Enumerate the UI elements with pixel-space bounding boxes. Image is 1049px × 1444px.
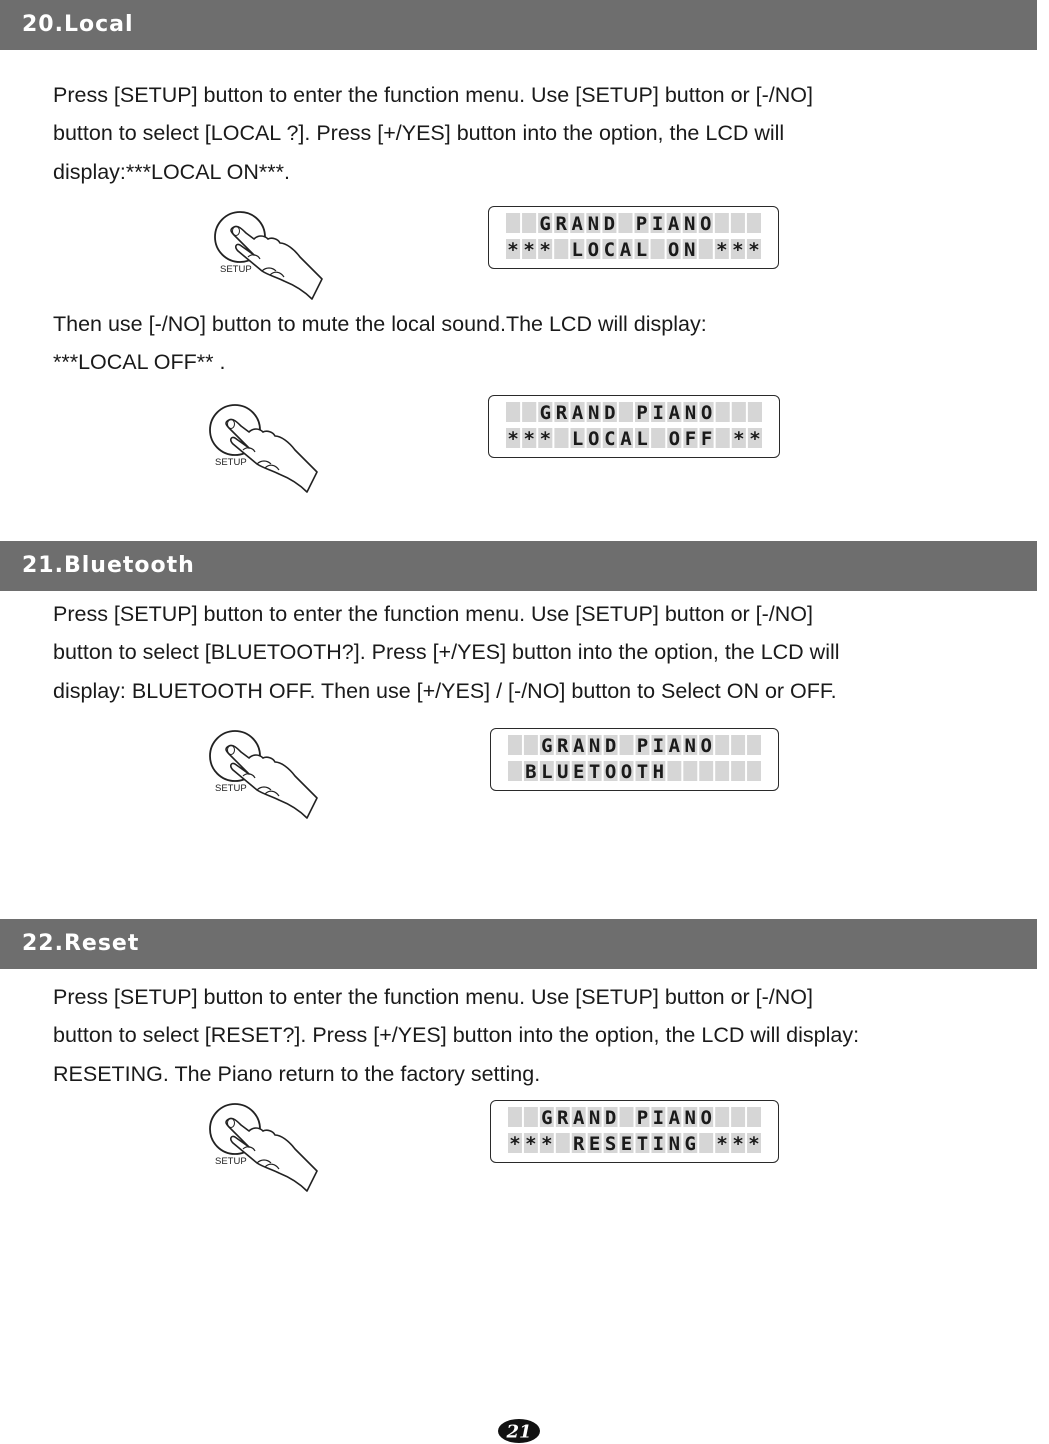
lcd-char: * [523, 239, 535, 261]
hand-icon [226, 419, 317, 492]
setup-label: SETUP [215, 1156, 247, 1167]
lcd-char: L [541, 761, 553, 783]
lcd-char: O [668, 428, 681, 450]
lcd-char: E [588, 1133, 601, 1155]
hand-icon [226, 1118, 317, 1191]
lcd-char: L [571, 239, 584, 261]
text-line: button to select [LOCAL ?]. Press [+/YES] button into the option, the LCD will [53, 121, 785, 146]
lcd-display [490, 728, 779, 791]
lcd-char: G [539, 213, 551, 235]
text-line: display: BLUETOOTH OFF. Then use [+/YES] / [-/NO] button to Select ON or OFF. [53, 678, 837, 703]
text-line: RESETING. The Piano return to the factory setting. [53, 1061, 541, 1086]
lcd-char: R [557, 735, 569, 757]
lcd-char: * [525, 1133, 537, 1155]
lcd-char: N [684, 735, 697, 757]
lcd-char: * [541, 1133, 553, 1155]
lcd-char: * [732, 1133, 744, 1155]
hand-icon [231, 226, 322, 299]
setup-label: SETUP [220, 264, 252, 275]
section-header-local [0, 0, 1037, 50]
lcd-char: F [700, 428, 713, 450]
lcd-char: N [668, 1133, 681, 1155]
lcd-char: * [748, 239, 760, 261]
lcd-display [488, 206, 779, 269]
lcd-char: * [507, 239, 519, 261]
lcd-char: * [749, 428, 761, 450]
text-line: Press [SETUP] button to enter the function menu. Use [SETUP] button or [-/NO] [53, 602, 814, 626]
setup-label: SETUP [215, 783, 247, 794]
lcd-char: N [683, 213, 696, 235]
lcd-char: D [603, 213, 616, 235]
lcd-char: D [604, 402, 616, 424]
lcd-display [488, 395, 780, 458]
text-line: button to select [RESET?]. Press [+/YES] button into the option, the LCD will display: [53, 1023, 860, 1048]
lcd-display [490, 1100, 779, 1163]
lcd-char: A [668, 402, 681, 424]
lcd-char: O [667, 239, 680, 261]
lcd-char: T [636, 1133, 649, 1155]
lcd-char: E [620, 1133, 633, 1155]
lcd-char: * [733, 428, 745, 450]
lcd-char: G [541, 1107, 553, 1129]
lcd-char: * [716, 1133, 728, 1155]
text-line: Press [SETUP] button to enter the function menu. Use [SETUP] button or [-/NO] [53, 83, 814, 107]
text-line: Then use [-/NO] button to mute the local sound.The LCD will display: [53, 312, 707, 336]
lcd-char: O [620, 761, 633, 783]
lcd-char: O [587, 239, 600, 261]
lcd-char: O [700, 402, 713, 424]
text-line: display:***LOCAL ON***. [53, 159, 291, 184]
lcd-char: A [572, 1107, 585, 1129]
lcd-char: A [667, 213, 680, 235]
lcd-char: U [557, 761, 569, 783]
lcd-char: D [604, 735, 617, 757]
lcd-char: N [587, 402, 600, 424]
lcd-char: L [635, 239, 648, 261]
lcd-char: A [572, 735, 585, 757]
lcd-char: O [700, 1107, 712, 1129]
page-number-text: 21 [506, 1421, 532, 1443]
lcd-char: * [523, 428, 535, 450]
section-title: 21.Bluetooth [22, 553, 195, 578]
setup-button-press-illustration [207, 398, 327, 498]
paragraph [53, 978, 1043, 1093]
setup-button-icon [207, 1097, 327, 1197]
paragraph [53, 305, 1043, 382]
lcd-char: A [620, 428, 632, 450]
lcd-char: * [748, 1133, 760, 1155]
lcd-char: G [539, 402, 552, 424]
lcd-char: N [683, 239, 696, 261]
setup-button-press-illustration [207, 1097, 327, 1197]
lcd-char: * [507, 428, 519, 450]
lcd-char: F [684, 428, 697, 450]
lcd-char: P [636, 402, 648, 424]
section-title: 20.Local [22, 12, 134, 37]
setup-button-press-illustration [212, 205, 332, 305]
lcd-char: T [588, 761, 601, 783]
lcd-char: P [636, 735, 649, 757]
lcd-char: E [572, 761, 585, 783]
setup-label: SETUP [215, 457, 247, 468]
lcd-char: P [635, 213, 648, 235]
text-line: button to select [BLUETOOTH?]. Press [+/YES] button into the option, the LCD will [53, 640, 840, 665]
section-title: 22.Reset [22, 931, 140, 956]
setup-button-icon [212, 205, 332, 305]
lcd-char: * [539, 239, 551, 261]
paragraph [53, 76, 1043, 191]
lcd-char: G [541, 735, 553, 757]
lcd-char: I [652, 1133, 665, 1155]
text-line: Press [SETUP] button to enter the function menu. Use [SETUP] button or [-/NO] [53, 985, 814, 1009]
lcd-char: D [604, 1107, 617, 1129]
lcd-char: C [603, 239, 616, 261]
lcd-char: R [555, 402, 568, 424]
lcd-char: I [651, 213, 664, 235]
section-header-bluetooth [0, 541, 1037, 591]
lcd-char: O [587, 428, 600, 450]
text-line: ***LOCAL OFF** . [53, 350, 226, 375]
lcd-char: H [652, 761, 665, 783]
lcd-char: B [525, 761, 537, 783]
lcd-char: * [716, 239, 728, 261]
paragraph [53, 595, 1043, 710]
lcd-char: * [732, 239, 744, 261]
lcd-char: C [604, 428, 616, 450]
lcd-char: L [571, 428, 584, 450]
lcd-char: I [652, 1107, 665, 1129]
lcd-char: N [684, 1107, 697, 1129]
lcd-char: I [652, 402, 664, 424]
lcd-char: A [619, 239, 632, 261]
lcd-char: R [555, 213, 567, 235]
setup-button-icon [207, 398, 327, 498]
lcd-char: S [604, 1133, 617, 1155]
lcd-char: N [587, 213, 600, 235]
lcd-char: T [636, 761, 649, 783]
lcd-char: * [509, 1133, 521, 1155]
hand-icon [226, 745, 317, 818]
lcd-char: O [604, 761, 617, 783]
lcd-char: A [571, 213, 584, 235]
lcd-char: A [668, 1107, 681, 1129]
lcd-char: P [636, 1107, 649, 1129]
lcd-char: L [636, 428, 648, 450]
setup-button-press-illustration [207, 724, 327, 824]
lcd-char: G [684, 1133, 697, 1155]
lcd-char: A [571, 402, 584, 424]
lcd-char: O [700, 735, 712, 757]
section-header-reset [0, 919, 1037, 969]
lcd-char: R [572, 1133, 585, 1155]
lcd-char: R [557, 1107, 569, 1129]
lcd-char: N [588, 735, 601, 757]
page-number [497, 1418, 541, 1444]
lcd-char: I [652, 735, 665, 757]
lcd-char: N [588, 1107, 601, 1129]
lcd-char: * [539, 428, 552, 450]
lcd-char: O [700, 213, 712, 235]
setup-button-icon [207, 724, 327, 824]
lcd-char: A [668, 735, 681, 757]
lcd-char: N [684, 402, 697, 424]
